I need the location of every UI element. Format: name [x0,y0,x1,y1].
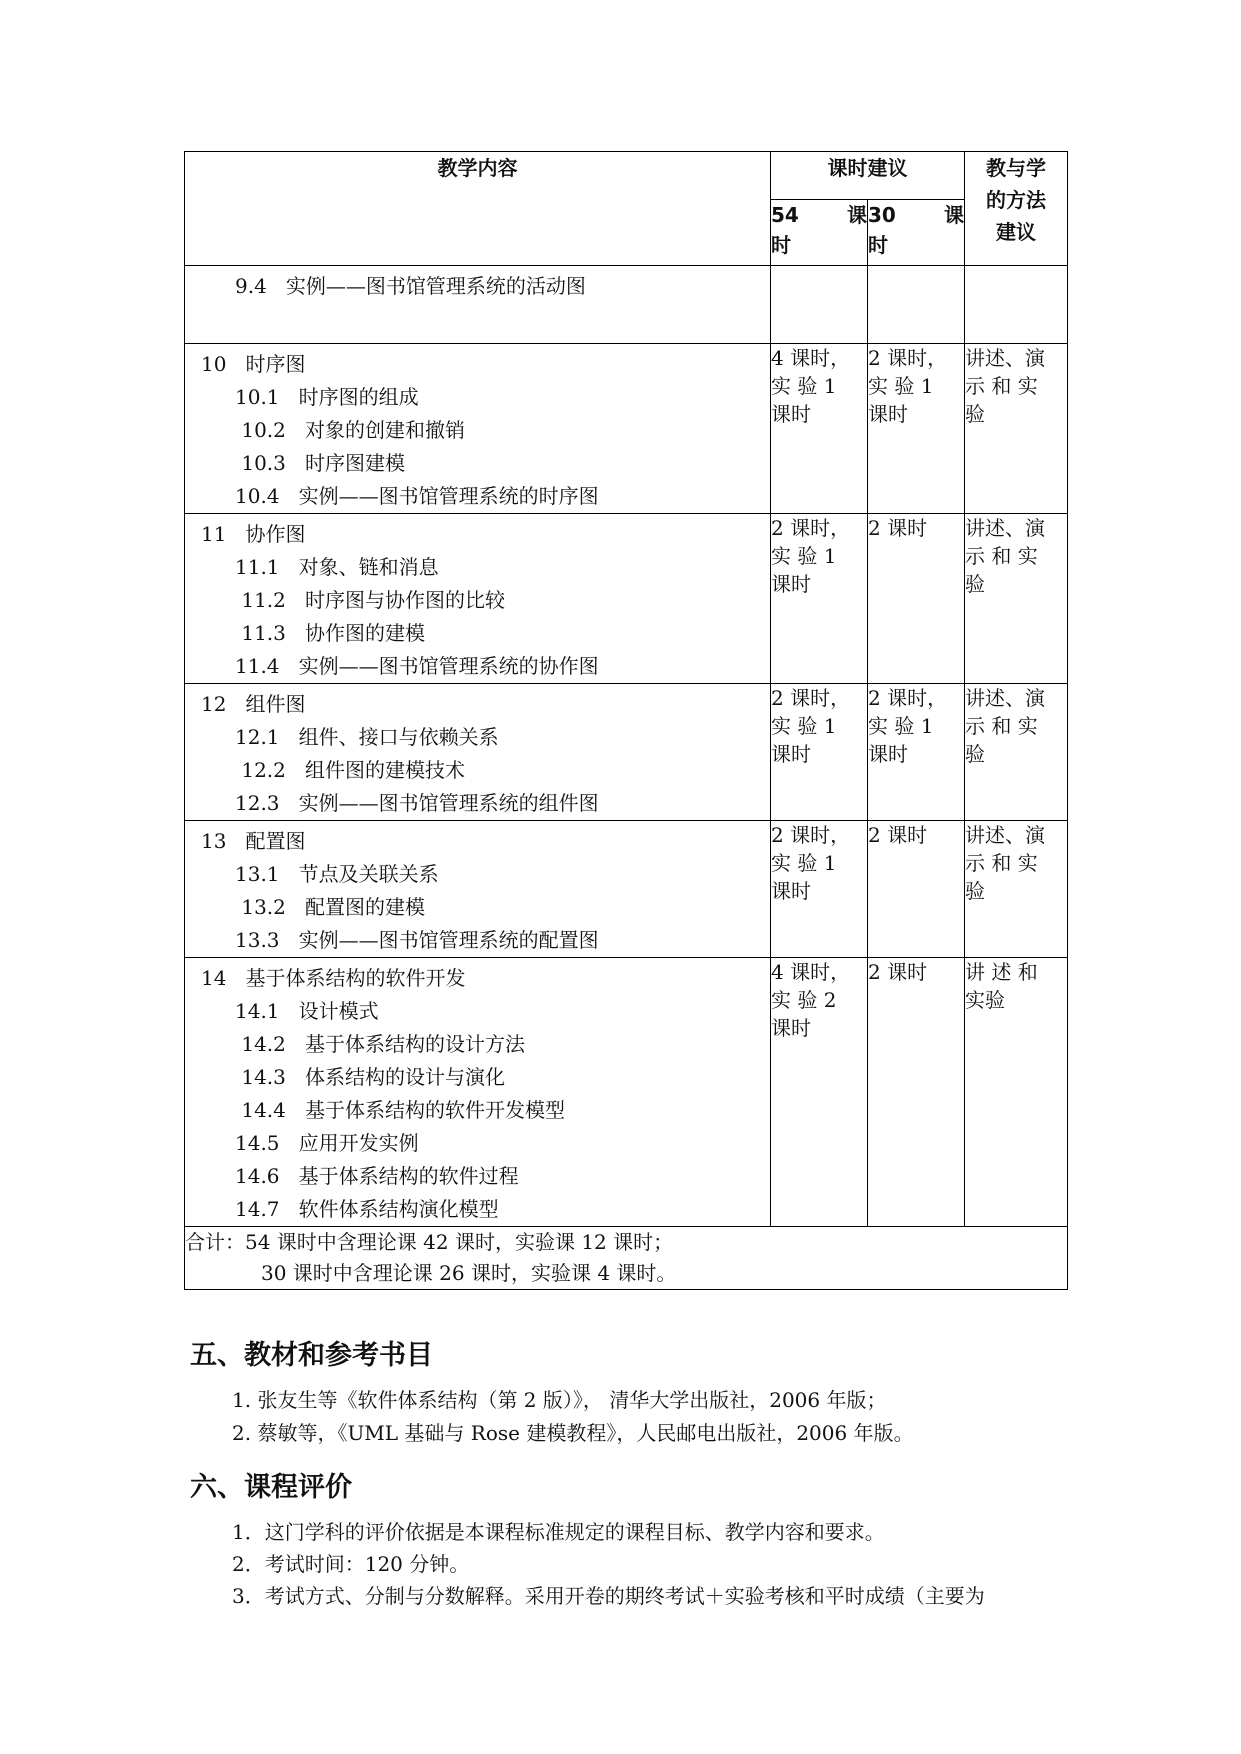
header-content: 教学内容 [185,152,771,266]
cell-line: 课时 [771,1016,811,1040]
chapter-title: 13 配置图 [201,829,306,853]
section-item: 11.3 协作图的建模 [235,621,425,645]
cell-line: 讲述、演 [965,823,1045,847]
hours-54-cell [771,266,868,344]
cell-line: 课时 [868,402,908,426]
total-cell [185,1227,1068,1290]
section-item: 14.1 设计模式 [235,999,379,1023]
cell-line: 实 验 1 [868,714,934,738]
hours-54-cell [771,958,868,1227]
table-row [185,958,1068,1227]
content-cell [185,821,771,958]
chapter-title: 14 基于体系结构的软件开发 [201,966,466,990]
method-cell [965,514,1068,684]
method-cell [965,821,1068,958]
cell-line: 2 课时， [771,516,851,540]
cell-line: 实 验 1 [771,374,837,398]
section-item: 14.7 软件体系结构演化模型 [235,1197,499,1221]
hours-30-cell [868,958,965,1227]
hours-30-cell [868,514,965,684]
hours-30-cell [868,821,965,958]
content-cell [185,958,771,1227]
section-item: 14.3 体系结构的设计与演化 [235,1065,505,1089]
section5-title: 五、教材和参考书目 [190,1340,433,1371]
section6-item: 1．这门学科的评价依据是本课程标准规定的课程目标、教学内容和要求。 [232,1520,885,1544]
cell-line: 讲述、演 [965,686,1045,710]
cell-line: 实 验 1 [868,374,934,398]
cell-line: 实 验 1 [771,714,837,738]
section5-item: 1. 张友生等《软件体系结构（第 2 版）》， 清华大学出版社，2006 年版； [232,1388,887,1412]
hours-30-cell [868,266,965,344]
section-item: 14.4 基于体系结构的软件开发模型 [235,1098,565,1122]
header-30-hours: 30 课 时 [868,200,965,266]
cell-line: 4 课时， [771,346,851,370]
cell-line: 示 和 实 [965,851,1038,875]
section-item: 12.2 组件图的建模技术 [235,758,465,782]
hours-54-cell [771,344,868,514]
cell-line: 验 [965,879,985,903]
section-item: 12.3 实例——图书馆管理系统的组件图 [235,791,599,815]
cell-line: 课时 [771,402,811,426]
header-54-hours: 54 课 时 [771,200,868,266]
chapter-title: 11 协作图 [201,522,306,546]
chapter-title: 10 时序图 [201,352,306,376]
section-item: 10.3 时序图建模 [235,451,405,475]
cell-line: 验 [965,572,985,596]
cell-line: 4 课时， [771,960,851,984]
cell-line: 2 课时， [868,346,948,370]
cell-line: 验 [965,742,985,766]
cell-line: 2 课时 [868,823,928,847]
cell-line: 讲述、演 [965,516,1045,540]
section-item: 11.2 时序图与协作图的比较 [235,588,505,612]
section6-title: 六、课程评价 [190,1472,352,1503]
hours-30-cell [868,684,965,821]
cell-line: 实验 [965,988,1005,1012]
table-row [185,266,1068,344]
cell-line: 实 验 1 [771,544,837,568]
cell-line: 示 和 实 [965,714,1038,738]
total-line-2: 30 课时中含理论课 26 课时，实验课 4 课时。 [261,1261,677,1285]
total-line-1: 合计：54 课时中含理论课 42 课时，实验课 12 课时； [185,1230,674,1254]
hours-54-cell [771,684,868,821]
header-hours: 课时建议 [771,152,965,200]
cell-line: 课时 [868,742,908,766]
section6-item: 3．考试方式、分制与分数解释。采用开卷的期终考试＋实验考核和平时成绩（主要为 [232,1584,985,1608]
method-cell [965,344,1068,514]
cell-line: 实 验 1 [771,851,837,875]
section-item: 13.2 配置图的建模 [235,895,425,919]
content-cell [185,684,771,821]
content-cell [185,344,771,514]
section-item: 11.1 对象、链和消息 [235,555,439,579]
content-cell [185,514,771,684]
content-cell [185,266,771,344]
section-item: 14.2 基于体系结构的设计方法 [235,1032,525,1056]
section-item: 13.1 节点及关联关系 [235,862,439,886]
cell-line: 讲述、演 [965,346,1045,370]
method-cell [965,266,1068,344]
method-cell [965,684,1068,821]
section-item: 13.3 实例——图书馆管理系统的配置图 [235,928,599,952]
section-item: 11.4 实例——图书馆管理系统的协作图 [235,654,599,678]
cell-line: 课时 [771,572,811,596]
section5-item: 2. 蔡敏等，《UML 基础与 Rose 建模教程》，人民邮电出版社，2006 年版。 [232,1421,914,1445]
hours-54-cell [771,821,868,958]
cell-line: 2 课时， [868,686,948,710]
method-cell [965,958,1068,1227]
table-row [185,684,1068,821]
course-schedule-table [184,151,1068,1290]
section-item: 14.6 基于体系结构的软件过程 [235,1164,519,1188]
section6-item: 2．考试时间：120 分钟。 [232,1552,470,1576]
hours-54-cell [771,514,868,684]
section-item: 9.4 实例——图书馆管理系统的活动图 [235,274,586,298]
cell-line: 课时 [771,742,811,766]
cell-line: 验 [965,402,985,426]
cell-line: 实 验 2 [771,988,837,1012]
chapter-title: 12 组件图 [201,692,306,716]
section-item: 10.4 实例——图书馆管理系统的时序图 [235,484,599,508]
cell-line: 示 和 实 [965,544,1038,568]
section-item: 12.1 组件、接口与依赖关系 [235,725,499,749]
cell-line: 课时 [771,879,811,903]
cell-line: 2 课时 [868,516,928,540]
cell-line: 2 课时 [868,960,928,984]
table-row [185,344,1068,514]
table-row [185,821,1068,958]
hours-30-cell [868,344,965,514]
cell-line: 示 和 实 [965,374,1038,398]
section-item: 14.5 应用开发实例 [235,1131,419,1155]
cell-line: 讲 述 和 [965,960,1038,984]
section-item: 10.2 对象的创建和撤销 [235,418,465,442]
header-method: 教与学 的方法 建议 [965,152,1068,266]
cell-line: 2 课时， [771,686,851,710]
section-item: 10.1 时序图的组成 [235,385,419,409]
cell-line: 2 课时， [771,823,851,847]
total-row [185,1227,1068,1290]
table-row [185,514,1068,684]
